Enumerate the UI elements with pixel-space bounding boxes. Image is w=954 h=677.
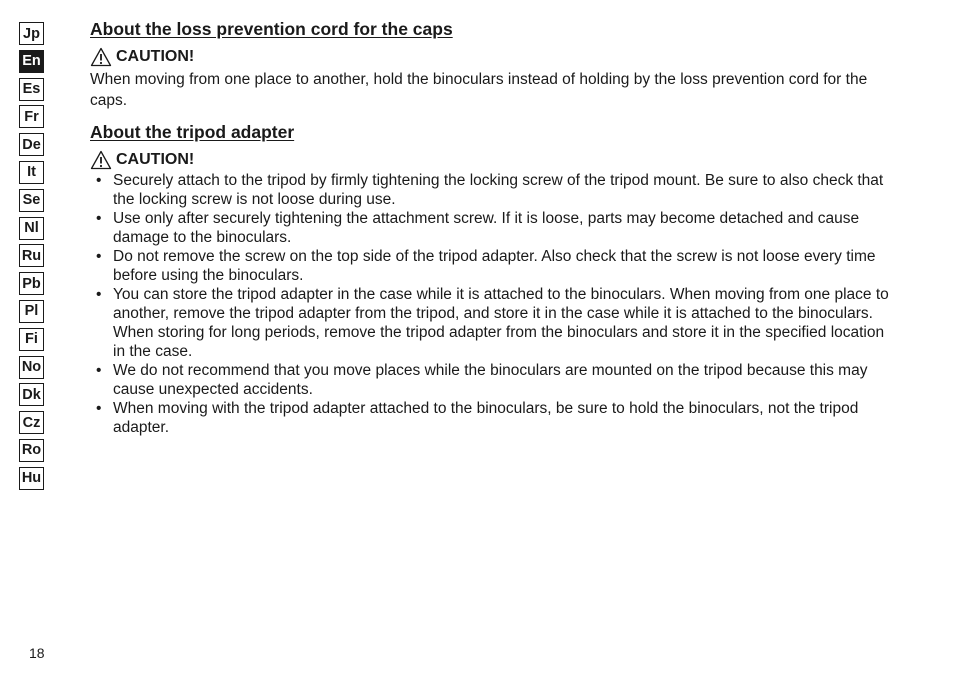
lang-tab-jp[interactable]: Jp — [19, 22, 44, 45]
list-item-extra-text: When storing for long periods, remove the tripod adapter from the binoculars and store it in the specified location in the case. — [113, 324, 885, 360]
lang-tab-ro[interactable]: Ro — [19, 439, 44, 462]
lang-tab-nl[interactable]: Nl — [19, 217, 44, 240]
section-heading: About the tripod adapter — [90, 122, 295, 142]
bullet-icon: • — [96, 172, 102, 189]
section-heading: About the loss prevention cord for the caps — [90, 19, 453, 39]
list-item-text: Securely attach to the tripod by firmly tightening the locking screw of the tripod mount. Be sure to also check that the locking screw is not loose during use. — [113, 172, 884, 208]
main-content — [90, 18, 895, 437]
caution-label: CAUTION! — [116, 151, 195, 168]
lang-tab-hu[interactable]: Hu — [19, 467, 44, 490]
lang-tab-dk[interactable]: Dk — [19, 383, 44, 406]
list-item — [90, 399, 895, 437]
bullet-icon: • — [96, 210, 102, 227]
list-item — [90, 209, 895, 247]
caution-bullet-list — [90, 171, 895, 437]
bullet-icon: • — [96, 248, 102, 265]
bullet-icon: • — [96, 400, 102, 417]
warning-triangle-icon — [90, 150, 112, 170]
lang-tab-se[interactable]: Se — [19, 189, 44, 212]
list-item — [90, 247, 895, 285]
lang-tab-pb[interactable]: Pb — [19, 272, 44, 295]
bullet-icon: • — [96, 286, 102, 303]
warning-triangle-icon — [90, 47, 112, 67]
language-tabs — [19, 22, 44, 495]
list-item-text: When moving with the tripod adapter attached to the binoculars, be sure to hold the binoculars, not the tripod adapter. — [113, 400, 859, 436]
list-item — [90, 285, 895, 361]
lang-tab-it[interactable]: It — [19, 161, 44, 184]
section-tripod-adapter — [90, 121, 895, 437]
caution-notice — [90, 46, 895, 68]
list-item-text: You can store the tripod adapter in the case while it is attached to the binoculars. When moving from one place to another, remove the tripod adapter from the tripod, and store it in the case while it is attached to the binoculars. — [113, 286, 889, 322]
list-item-text: Use only after securely tightening the attachment screw. If it is loose, parts may become detached and cause damage to the binoculars. — [113, 210, 860, 246]
lang-tab-ru[interactable]: Ru — [19, 244, 44, 267]
caution-label: CAUTION! — [116, 48, 195, 65]
caution-notice — [90, 149, 895, 171]
bullet-icon: • — [96, 362, 102, 379]
lang-tab-no[interactable]: No — [19, 356, 44, 379]
lang-tab-fi[interactable]: Fi — [19, 328, 44, 351]
list-item-text: We do not recommend that you move places while the binoculars are mounted on the tripod because this may cause unexpected accidents. — [113, 362, 868, 398]
page-number: 18 — [29, 645, 45, 661]
list-item — [90, 361, 895, 399]
lang-tab-es[interactable]: Es — [19, 78, 44, 101]
lang-tab-fr[interactable]: Fr — [19, 105, 44, 128]
lang-tab-de[interactable]: De — [19, 133, 44, 156]
list-item — [90, 171, 895, 209]
lang-tab-en[interactable]: En — [19, 50, 44, 73]
lang-tab-pl[interactable]: Pl — [19, 300, 44, 323]
list-item-text: Do not remove the screw on the top side of the tripod adapter. Also check that the screw is not loose every time before using the binoculars. — [113, 248, 876, 284]
lang-tab-cz[interactable]: Cz — [19, 411, 44, 434]
section-loss-prevention-cord — [90, 18, 895, 111]
body-text: When moving from one place to another, hold the binoculars instead of holding by the loss prevention cord for the caps. — [90, 71, 868, 109]
